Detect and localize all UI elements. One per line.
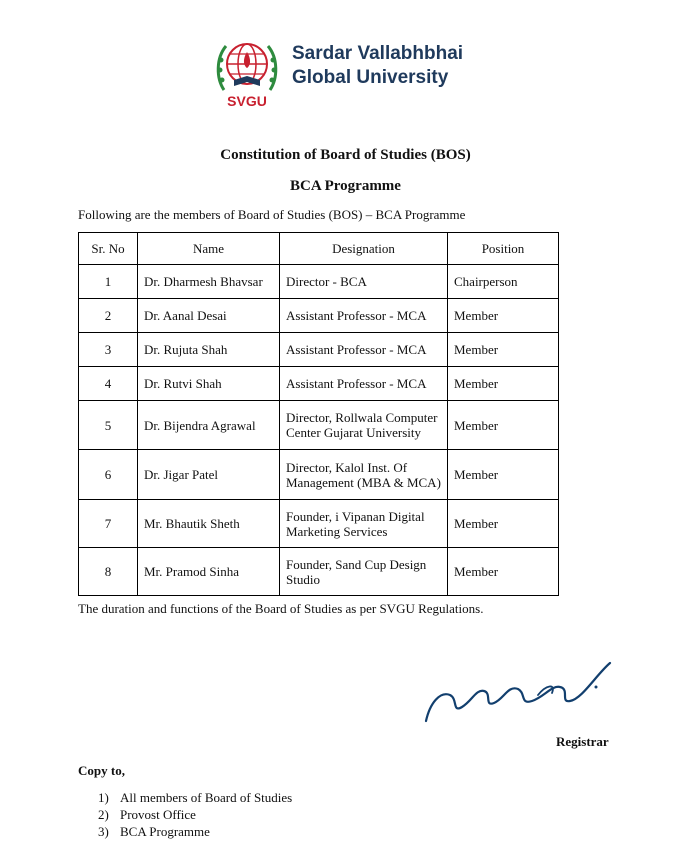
cell-position: Chairperson bbox=[448, 265, 559, 299]
table-header-row bbox=[79, 233, 559, 265]
copy-to-list bbox=[78, 789, 292, 840]
cell-sr-no: 5 bbox=[79, 401, 138, 450]
document-title: Constitution of Board of Studies (BOS) bbox=[220, 147, 471, 163]
cell-name: Dr. Dharmesh Bhavsar bbox=[138, 265, 280, 299]
cell-designation: Assistant Professor - MCA bbox=[280, 367, 448, 401]
cell-position: Member bbox=[448, 500, 559, 548]
document-subtitle: BCA Programme bbox=[290, 178, 401, 194]
cell-designation: Director, Kalol Inst. Of Management (MBA & MCA) bbox=[280, 450, 448, 500]
cell-name: Dr. Jigar Patel bbox=[138, 450, 280, 500]
table-row bbox=[79, 333, 559, 367]
list-item: 2) Provost Office bbox=[98, 807, 196, 822]
cell-designation: Director, Rollwala Computer Center Gujarat University bbox=[280, 401, 448, 450]
bos-members-table bbox=[78, 232, 559, 596]
cell-designation: Founder, i Vipanan Digital Marketing Services bbox=[280, 500, 448, 548]
column-header-position: Position bbox=[448, 233, 559, 265]
university-name-line2: Global University bbox=[292, 67, 449, 88]
column-header-designation: Designation bbox=[280, 233, 448, 265]
cell-position: Member bbox=[448, 333, 559, 367]
cell-name: Dr. Aanal Desai bbox=[138, 299, 280, 333]
table-row bbox=[79, 401, 559, 450]
column-header-sr-no: Sr. No bbox=[79, 233, 138, 265]
cell-sr-no: 2 bbox=[79, 299, 138, 333]
cell-position: Member bbox=[448, 548, 559, 596]
cell-designation: Assistant Professor - MCA bbox=[280, 333, 448, 367]
list-item: 1) All members of Board of Studies bbox=[98, 790, 293, 805]
table-row bbox=[79, 265, 559, 299]
cell-sr-no: 6 bbox=[79, 450, 138, 500]
copy-to-item: Provost Office bbox=[120, 807, 196, 822]
copy-to-item: All members of Board of Studies bbox=[120, 790, 293, 805]
copy-to-label: Copy to, bbox=[78, 763, 125, 778]
table-row bbox=[79, 450, 559, 500]
cell-sr-no: 4 bbox=[79, 367, 138, 401]
cell-name: Dr. Rujuta Shah bbox=[138, 333, 280, 367]
registrar-signature bbox=[420, 655, 620, 730]
signatory-title: Registrar bbox=[556, 734, 609, 749]
cell-position: Member bbox=[448, 401, 559, 450]
university-name bbox=[292, 42, 463, 90]
cell-designation: Assistant Professor - MCA bbox=[280, 299, 448, 333]
table-row bbox=[79, 500, 559, 548]
cell-position: Member bbox=[448, 299, 559, 333]
cell-sr-no: 3 bbox=[79, 333, 138, 367]
cell-position: Member bbox=[448, 367, 559, 401]
table-row bbox=[79, 548, 559, 596]
column-header-name: Name bbox=[138, 233, 280, 265]
cell-sr-no: 1 bbox=[79, 265, 138, 299]
university-name-line1: Sardar Vallabhbhai bbox=[292, 43, 464, 64]
cell-name: Dr. Bijendra Agrawal bbox=[138, 401, 280, 450]
cell-designation: Director - BCA bbox=[280, 265, 448, 299]
logo-abbreviation: SVGU bbox=[227, 93, 267, 109]
cell-name: Dr. Rutvi Shah bbox=[138, 367, 280, 401]
university-logo bbox=[214, 30, 474, 114]
intro-text: Following are the members of Board of Studies (BOS) – BCA Programme bbox=[78, 207, 466, 222]
regulations-note: The duration and functions of the Board of Studies as per SVGU Regulations. bbox=[78, 601, 484, 616]
table-row bbox=[79, 367, 559, 401]
university-emblem-icon bbox=[214, 30, 280, 114]
table-row bbox=[79, 299, 559, 333]
cell-designation: Founder, Sand Cup Design Studio bbox=[280, 548, 448, 596]
cell-position: Member bbox=[448, 450, 559, 500]
cell-name: Mr. Bhautik Sheth bbox=[138, 500, 280, 548]
cell-sr-no: 8 bbox=[79, 548, 138, 596]
cell-name: Mr. Pramod Sinha bbox=[138, 548, 280, 596]
list-item: 3) BCA Programme bbox=[98, 824, 210, 839]
copy-to-item: BCA Programme bbox=[120, 824, 210, 839]
cell-sr-no: 7 bbox=[79, 500, 138, 548]
